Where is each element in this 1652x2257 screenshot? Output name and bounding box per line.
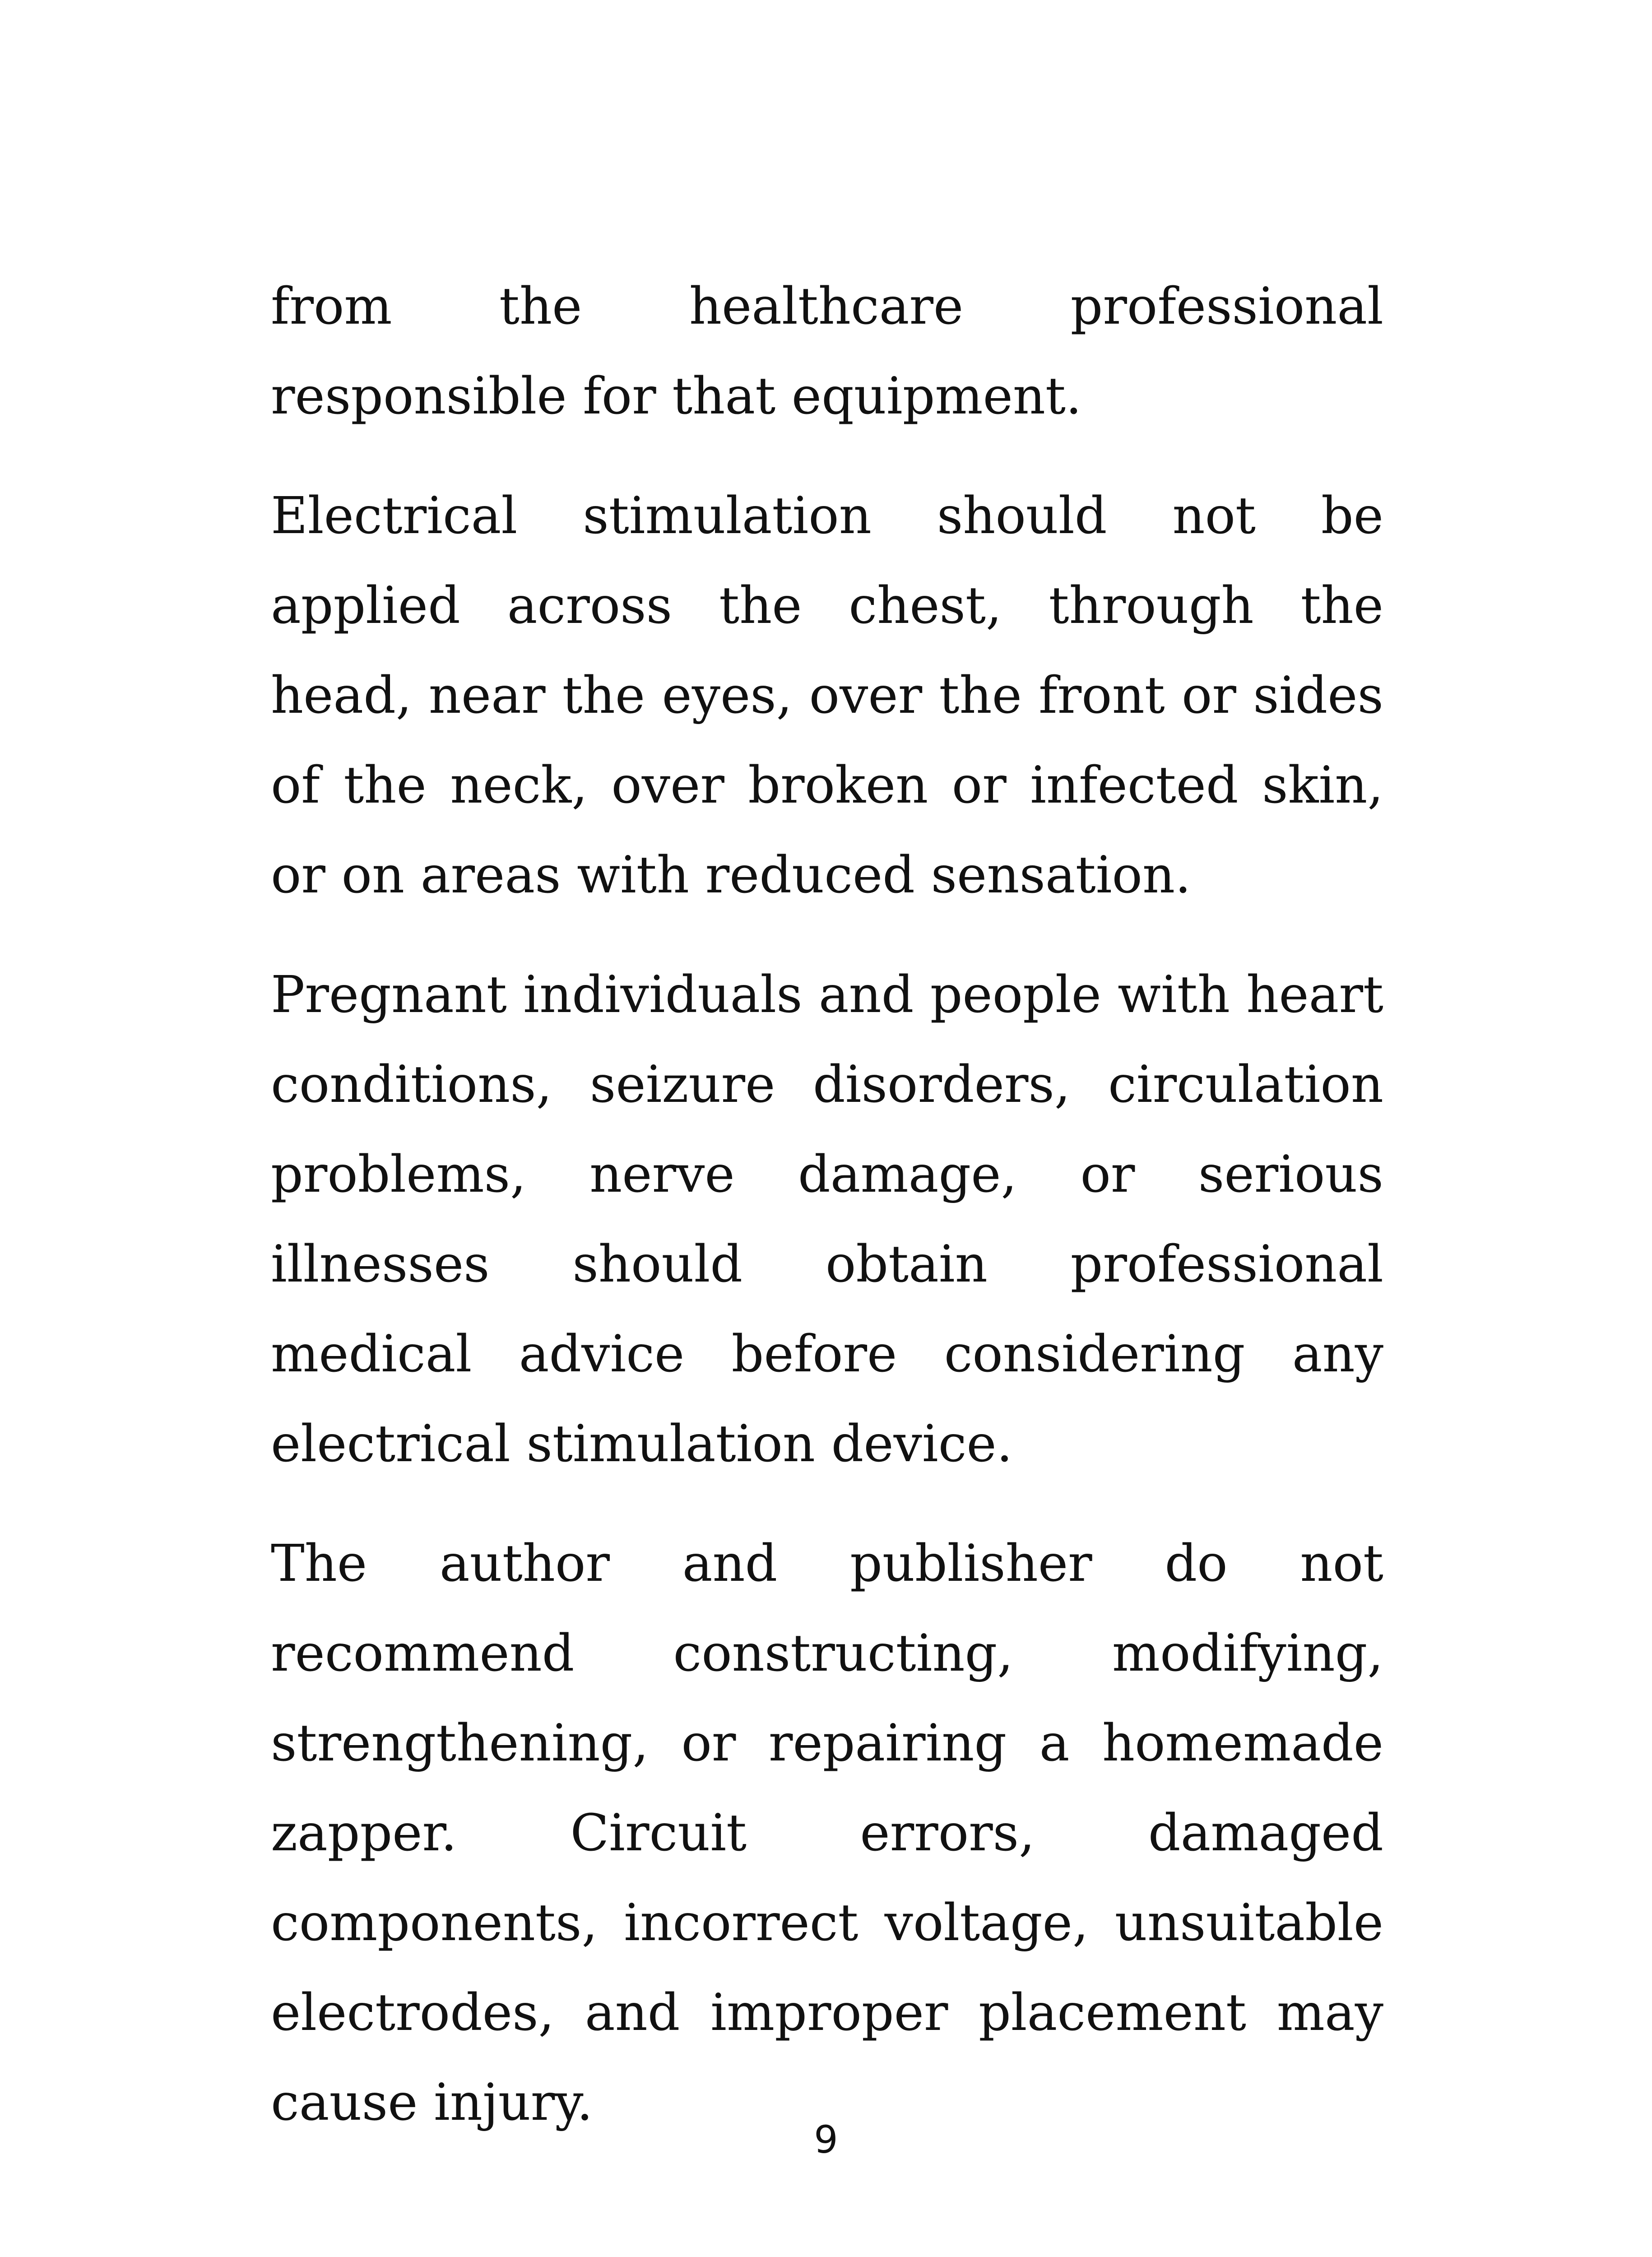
- body-text: [271, 262, 1383, 2178]
- paragraph-author-disclaimer: The author and publisher do not recommend constructing, modifying, strengthening, or repairing a homemade zapper. Circuit errors, damaged components, incorrect voltage, unsuitable electrodes, and improper placement may cause injury.: [271, 1534, 1383, 2132]
- paragraph-medical-advice: Pregnant individuals and people with heart conditions, seizure disorders, circulation problems, nerve damage, or serious illnesses should obtain professional medical advice before considering any electrical stimulation device.: [271, 966, 1383, 1473]
- paragraph-continuation: from the healthcare professional responsible for that equipment.: [271, 277, 1383, 426]
- page-number: 9: [814, 2118, 838, 2162]
- paragraph-stimulation-warning: Electrical stimulation should not be applied across the chest, through the head, near the eyes, over the front or sides of the neck, over broken or infected skin, or on areas with reduced sensation.: [271, 487, 1383, 905]
